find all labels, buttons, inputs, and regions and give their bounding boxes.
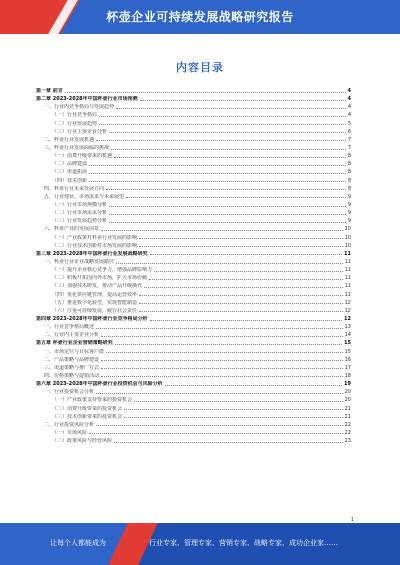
toc-entry-page: 9	[347, 193, 351, 200]
toc-entry[interactable]	[36, 404, 351, 412]
toc-entry[interactable]	[36, 388, 351, 396]
toc-leader-dots	[126, 197, 346, 198]
toc-entry-label: 三、杯壶行业发展面临的挑战	[44, 145, 110, 152]
toc-entry-label: 第三章 2023-2028年中国杯壶行业发展战略研究	[36, 250, 148, 257]
toc-entry[interactable]	[36, 315, 351, 323]
toc-leader-dots	[101, 336, 343, 337]
toc-entry[interactable]	[36, 160, 351, 168]
toc-entry[interactable]	[36, 282, 351, 290]
page-number: 1	[350, 517, 354, 523]
toc-entry-page: 12	[344, 316, 351, 322]
toc-entry-label: （二）行业市场需求分析	[52, 210, 108, 217]
document-title: 杯壶企业可持续发展战略研究报告	[106, 10, 294, 24]
toc-entry-label: （二）消费升级带来的投资机会	[52, 405, 123, 412]
toc-entry[interactable]	[36, 242, 351, 250]
toc-entry-page: 11	[344, 267, 351, 274]
toc-leader-dots	[101, 368, 343, 369]
toc-entry[interactable]	[36, 103, 351, 111]
toc-entry[interactable]	[36, 201, 351, 209]
toc-entry-label: （三）行业发展趋势分析	[52, 218, 108, 225]
toc-leader-dots	[106, 352, 343, 353]
toc-leader-dots	[109, 132, 346, 133]
toc-entry-page: 18	[344, 372, 351, 379]
toc-entry-page: 12	[344, 307, 351, 314]
toc-leader-dots	[89, 433, 343, 434]
toc-leader-dots	[89, 181, 346, 182]
toc-entry-label: （四）优化供应链管理，提高运营效率	[52, 291, 138, 298]
toc-entry-label: （一）产业政策对杯壶行业发展的影响	[52, 234, 138, 241]
toc-leader-dots	[140, 100, 346, 101]
toc-entry-label: （一）产业政策支持带来的投资机会	[52, 397, 133, 404]
toc-entry-page: 4	[347, 88, 351, 95]
toc-entry-label: 一、市场定位与目标客户群	[44, 348, 105, 355]
toc-leader-dots	[109, 214, 346, 215]
toc-entry[interactable]	[36, 168, 351, 176]
toc-entry-page: 16	[344, 356, 351, 363]
toc-entry-page: 7	[347, 136, 351, 143]
toc-leader-dots	[154, 271, 343, 272]
toc-entry-label: （一）提升企业核心竞争力，增强品牌影响力	[52, 267, 153, 274]
toc-entry[interactable]	[36, 128, 351, 136]
toc-entry[interactable]	[36, 234, 351, 242]
toc-entry-page: 9	[347, 202, 351, 209]
toc-leader-dots	[96, 140, 346, 141]
toc-entry-label: （三）加强技术研发，推动产品升级换代	[52, 283, 143, 290]
toc-entry-page: 22	[344, 429, 351, 436]
toc-entry-page: 10	[344, 226, 351, 233]
toc-leader-dots	[111, 149, 346, 150]
toc-entry-page: 10	[344, 242, 351, 249]
toc-leader-dots	[99, 124, 346, 125]
toc-leader-dots	[165, 385, 342, 386]
toc-entry[interactable]	[36, 274, 351, 282]
toc-entry-page: 6	[347, 128, 351, 135]
toc-entry-page: 15	[344, 340, 351, 347]
toc-leader-dots	[101, 230, 343, 231]
toc-entry-label: （六）注重可持续发展，履行社会责任	[52, 307, 138, 314]
toc-entry-label: （三）技术创新带来的投资机会	[52, 413, 123, 420]
toc-leader-dots	[150, 254, 342, 255]
toc-entry[interactable]	[36, 136, 351, 144]
toc-entry[interactable]	[36, 331, 351, 339]
toc-entry-label: 第五章 杯壶行业企业营销策略研究	[36, 340, 113, 347]
toc-leader-dots	[139, 246, 343, 247]
toc-entry-page: 11	[344, 291, 351, 298]
toc-entry[interactable]	[36, 364, 351, 372]
toc-entry[interactable]	[36, 372, 351, 380]
toc-entry[interactable]	[36, 356, 351, 364]
toc-entry-page: 4	[347, 112, 351, 119]
toc-entry[interactable]	[36, 87, 351, 95]
footer-slogan: 让每个人都能成为	[50, 539, 106, 547]
toc-entry-label: 二、行业投资风险分析	[44, 421, 95, 428]
toc-leader-dots	[139, 295, 343, 296]
footer-roles: 行业专家、管理专家、营销专家、战略专家、成功企业家……	[149, 539, 338, 547]
toc-entry-label: 第二章 2023-2028年中国杯壶行业市场预测	[36, 96, 138, 103]
toc-leader-dots	[150, 320, 342, 321]
toc-entry[interactable]	[36, 152, 351, 160]
toc-leader-dots	[124, 417, 343, 418]
toc-entry[interactable]	[36, 291, 351, 299]
toc-entry-page: 20	[344, 397, 351, 404]
toc-entry-page: 21	[344, 413, 351, 420]
toc-entry-label: （一）行业竞争格局	[52, 112, 98, 119]
toc-leader-dots	[89, 165, 346, 166]
toc-leader-dots	[106, 189, 346, 190]
footer-banner	[0, 523, 400, 565]
toc-entry-label: （一）消费升级带来的机遇	[52, 153, 113, 160]
toc-leader-dots	[139, 303, 343, 304]
toc-entry-page: 8	[347, 185, 351, 192]
toc-entry[interactable]	[36, 266, 351, 274]
toc-entry[interactable]	[36, 209, 351, 217]
toc-entry[interactable]	[36, 177, 351, 185]
toc-heading: 内容目录	[176, 61, 224, 74]
toc-entry-page: 9	[347, 210, 351, 217]
toc-entry-label: 四、价格策略与促销活动	[44, 372, 100, 379]
toc-entry[interactable]	[36, 185, 351, 193]
toc-entry[interactable]	[36, 339, 351, 347]
toc-entry-label: （二）积极开拓国内外市场，扩大市场份额	[52, 275, 148, 282]
toc-entry-page: 22	[344, 421, 351, 428]
toc-leader-dots	[144, 287, 343, 288]
toc-entry[interactable]	[36, 299, 351, 307]
toc-entry[interactable]	[36, 111, 351, 119]
toc-entry-page: 5	[347, 120, 351, 127]
toc-entry-page: 23	[344, 438, 351, 445]
toc-leader-dots	[101, 376, 343, 377]
toc-entry-label: 二、行业内主要企业分析	[44, 332, 100, 339]
toc-entry[interactable]	[36, 95, 351, 103]
toc-entry[interactable]	[36, 429, 351, 437]
toc-entry-page: 7	[347, 145, 351, 152]
toc-entry-page: 8	[347, 169, 351, 176]
toc-entry-label: （二）政策风险与经营风险	[52, 438, 113, 445]
toc-leader-dots	[99, 116, 346, 117]
toc-entry-label: 第六章 2023-2028年中国杯壶行业投资机会与风险分析	[36, 381, 163, 388]
toc-entry[interactable]	[36, 225, 351, 233]
toc-entry-page: 4	[347, 104, 351, 111]
toc-entry-label: 一、行业投资机会分析	[44, 389, 95, 396]
toc-entry-label: 二、产品策略与品牌建设	[44, 356, 100, 363]
toc-entry[interactable]	[36, 258, 351, 266]
toc-leader-dots	[139, 311, 343, 312]
header-banner	[0, 0, 400, 34]
toc-entry-page: 8	[347, 161, 351, 168]
toc-entry[interactable]	[36, 413, 351, 421]
toc-leader-dots	[109, 222, 346, 223]
toc-entry-page: 10	[344, 234, 351, 241]
toc-entry[interactable]	[36, 193, 351, 201]
toc-entry-page: 4	[347, 96, 351, 103]
toc-leader-dots	[65, 92, 346, 93]
toc-entry-label: （一）行业市场规模分析	[52, 202, 108, 209]
toc-entry-page: 9	[347, 218, 351, 225]
toc-entry[interactable]	[36, 396, 351, 404]
table-of-contents	[36, 87, 351, 445]
toc-entry[interactable]	[36, 348, 351, 356]
toc-leader-dots	[116, 263, 343, 264]
toc-entry-label: 第一章 前言	[36, 88, 63, 95]
toc-leader-dots	[116, 108, 346, 109]
toc-entry[interactable]	[36, 437, 351, 445]
toc-entry-label: （二）行业发展趋势	[52, 120, 98, 127]
toc-leader-dots	[114, 157, 346, 158]
toc-entry-label: 六、杯壶产业的发展前景	[44, 226, 100, 233]
toc-entry-label: （二）行业技术创新对市场发展的影响	[52, 242, 138, 249]
toc-entry-label: 三、渠道策略与推广方式	[44, 364, 100, 371]
toc-leader-dots	[134, 401, 343, 402]
toc-entry[interactable]	[36, 120, 351, 128]
toc-entry[interactable]	[36, 323, 351, 331]
toc-entry-label: 五、行业现状、市场需求与未来展望	[44, 193, 125, 200]
toc-entry-page: 8	[347, 153, 351, 160]
toc-entry-label: （三）行业主要企业分析	[52, 128, 108, 135]
toc-leader-dots	[109, 206, 346, 207]
toc-leader-dots	[149, 279, 343, 280]
toc-entry-label: （五）推进数字化转型，实现智能制造	[52, 299, 138, 306]
toc-leader-dots	[114, 442, 343, 443]
toc-entry-page: 20	[344, 389, 351, 396]
toc-leader-dots	[101, 360, 343, 361]
toc-entry-label: 一、杯壶行业企业战略发展路径	[44, 259, 115, 266]
toc-entry-label: 四、杯壶行业未来发展方向	[44, 185, 105, 192]
toc-entry-page: 11	[344, 250, 351, 257]
toc-leader-dots	[115, 344, 342, 345]
toc-leader-dots	[96, 328, 343, 329]
toc-entry-page: 13	[344, 324, 351, 331]
toc-entry-label: （一）市场风险	[52, 429, 88, 436]
toc-leader-dots	[89, 173, 346, 174]
toc-leader-dots	[96, 425, 343, 426]
toc-entry-page: 11	[344, 283, 351, 290]
toc-entry-page: 11	[344, 275, 351, 282]
toc-entry[interactable]	[36, 421, 351, 429]
toc-entry-page: 21	[344, 405, 351, 412]
toc-entry-label: 第四章 2023-2028年中国杯壶行业竞争格局分析	[36, 316, 148, 322]
toc-entry[interactable]	[36, 144, 351, 152]
toc-entry[interactable]	[36, 217, 351, 225]
toc-entry-page: 11	[344, 259, 351, 266]
toc-entry-page: 15	[344, 348, 351, 355]
toc-entry-page: 12	[344, 299, 351, 306]
toc-leader-dots	[139, 238, 343, 239]
toc-entry-page: 19	[344, 381, 351, 388]
toc-leader-dots	[96, 393, 343, 394]
toc-entry-page: 8	[347, 177, 351, 184]
toc-leader-dots	[124, 409, 343, 410]
toc-entry-label: （二）品牌建设	[52, 161, 88, 168]
toc-entry-page: 17	[344, 364, 351, 371]
toc-entry-label: 二、杯壶行业发展机遇	[44, 136, 95, 143]
toc-entry[interactable]	[36, 250, 351, 258]
toc-entry[interactable]	[36, 307, 351, 315]
toc-entry-label: 一、行业竞争格局概述	[44, 324, 95, 331]
toc-entry-label: （四）技术创新	[52, 177, 88, 184]
toc-entry-label: （三）渠道拓展	[52, 169, 88, 176]
toc-entry-label: 一、行业内竞争格局与发展趋势	[44, 104, 115, 111]
toc-entry[interactable]	[36, 380, 351, 388]
toc-entry-page: 14	[344, 332, 351, 339]
